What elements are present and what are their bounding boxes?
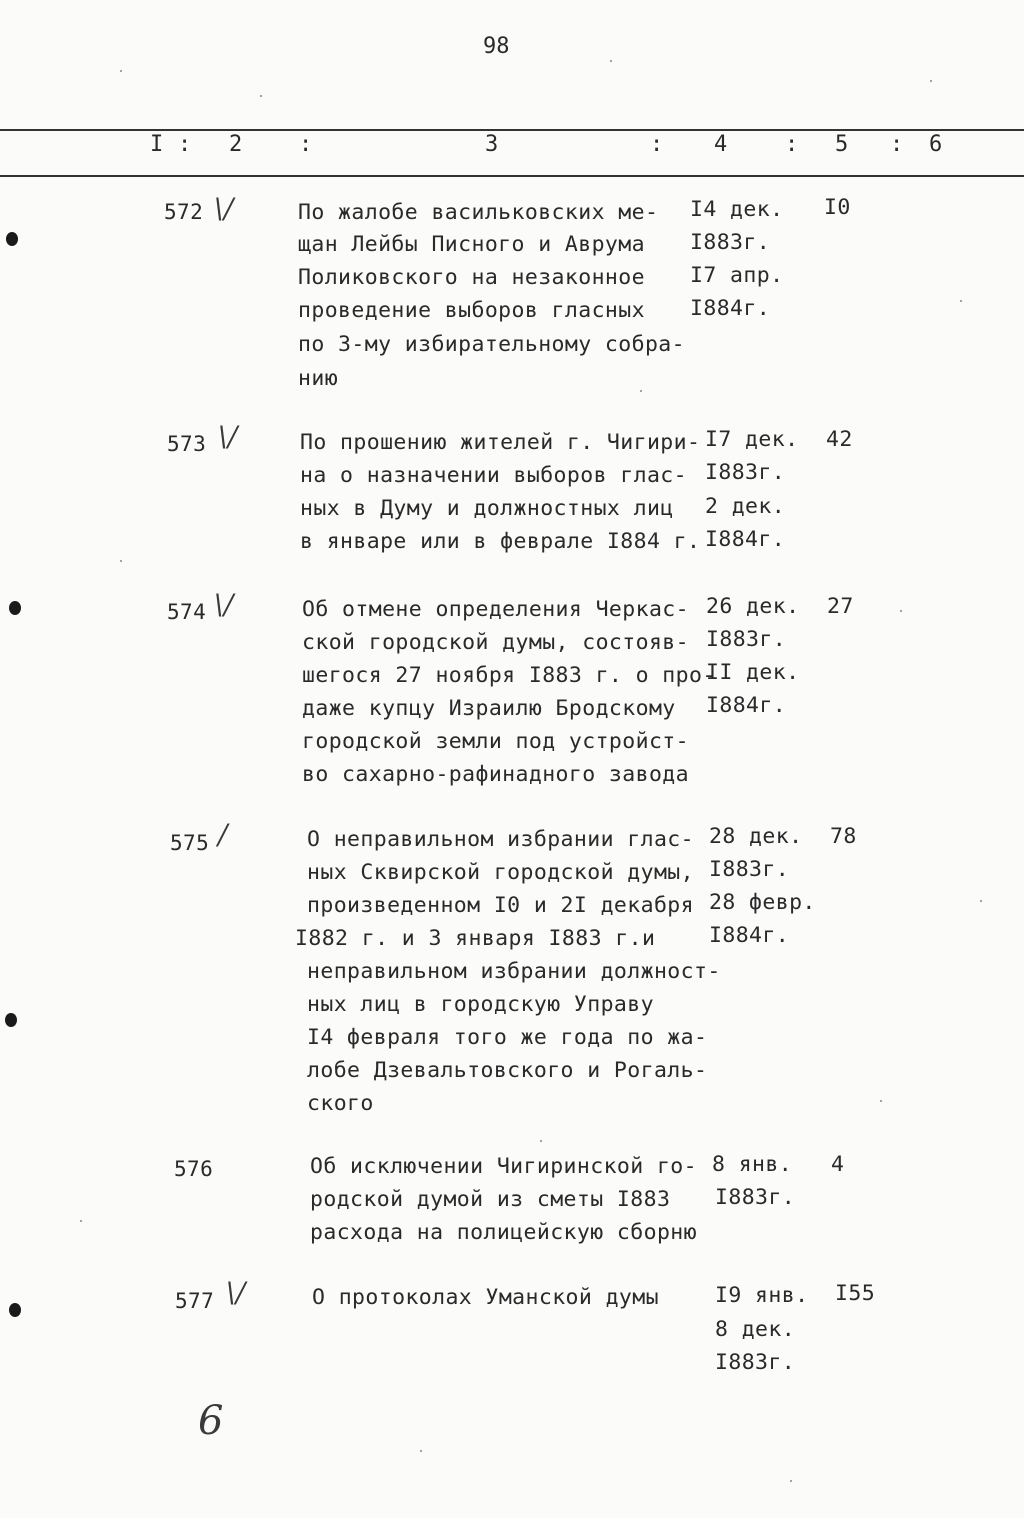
entry-number: 574 xyxy=(167,600,207,624)
check-mark: \/ xyxy=(214,192,234,225)
entry-title-line: По прошению жителей г. Чигири- xyxy=(300,430,701,455)
scan-speck xyxy=(790,1480,792,1482)
entry-title-line: ского xyxy=(307,1091,374,1116)
entry-title-line: неправильном избрании должност- xyxy=(307,959,721,984)
entry-date-line: 8 дек. xyxy=(715,1317,796,1342)
scan-speck xyxy=(880,1100,882,1102)
scan-speck xyxy=(930,80,932,82)
entry-sheets: 42 xyxy=(826,427,853,452)
entry-date-line: I7 дек. xyxy=(705,427,799,452)
entry-title-line: ных в Думу и должностных лиц xyxy=(300,496,674,521)
entry-sheets: 4 xyxy=(831,1152,845,1177)
col-header-sep: : xyxy=(650,132,664,157)
scan-speck xyxy=(420,1450,422,1452)
entry-date-line: I883г. xyxy=(715,1185,796,1210)
entry-title-line: даже купцу Израилю Бродскому xyxy=(302,696,676,721)
col-header-5: 5 xyxy=(835,132,849,157)
entry-number: 575 xyxy=(170,831,210,855)
entry-sheets: 78 xyxy=(830,824,857,849)
entry-date-line: I4 дек. xyxy=(690,197,784,222)
handwritten-number: 6 xyxy=(198,1398,224,1444)
entry-title-line: Поликовского на незаконное xyxy=(298,265,645,290)
entry-title-line: ных лиц в городскую Управу xyxy=(307,992,654,1017)
punch-hole xyxy=(9,1303,21,1317)
entry-date-line: I883г. xyxy=(709,857,790,882)
entry-number: 572 xyxy=(164,200,204,224)
entry-title-line: ской городской думы, состояв- xyxy=(302,630,689,655)
scan-speck xyxy=(120,70,122,72)
entry-title-line: родской думой из сметы I883 xyxy=(310,1187,671,1212)
entry-title-line: ных Сквирской городской думы, xyxy=(307,860,694,885)
entry-title-line: Об исключении Чигиринской го- xyxy=(310,1154,697,1179)
entry-title-line: в январе или в феврале I884 г. xyxy=(300,529,701,554)
entry-date-line: I884г. xyxy=(690,296,771,321)
page-number: 98 xyxy=(483,34,510,59)
scan-speck xyxy=(540,1140,542,1142)
entry-title-line: лобе Дзевальтовского и Рогаль- xyxy=(307,1058,708,1083)
entry-date-line: I884г. xyxy=(705,527,786,552)
col-header-3: 3 xyxy=(485,132,499,157)
check-mark: / xyxy=(218,818,228,851)
entry-title-line: щан Лейбы Писного и Аврума xyxy=(298,232,645,257)
entry-sheets: I55 xyxy=(835,1281,876,1306)
col-header-6: 6 xyxy=(929,132,943,157)
entry-title-line: О протоколах Уманской думы xyxy=(312,1285,659,1310)
punch-hole xyxy=(6,232,18,246)
entry-title-line: по 3-му избирательному собра- xyxy=(298,332,685,357)
check-mark: \/ xyxy=(214,588,234,621)
entry-title-line: I882 г. и 3 января I883 г.и xyxy=(295,926,656,951)
entry-number: 576 xyxy=(174,1157,214,1181)
entry-date-line: I7 апр. xyxy=(690,263,784,288)
entry-date-line: 28 дек. xyxy=(709,824,803,849)
entry-date-line: 26 дек. xyxy=(706,594,800,619)
entry-title-line: во сахарно-рафинадного завода xyxy=(302,762,689,787)
scan-speck xyxy=(260,95,262,97)
entry-date-line: I883г. xyxy=(706,627,787,652)
col-header-2: 2 xyxy=(229,132,243,157)
entry-title-line: О неправильном избрании глас- xyxy=(307,827,694,852)
entry-sheets: 27 xyxy=(827,594,854,619)
entry-title-line: шегося 27 ноября I883 г. о про- xyxy=(302,663,716,688)
col-header-sep: : xyxy=(299,132,313,157)
scan-speck xyxy=(120,560,122,562)
entry-date-line: I884г. xyxy=(706,693,787,718)
scan-speck xyxy=(980,900,982,902)
scan-speck xyxy=(900,610,902,612)
entry-date-line: 28 февр. xyxy=(709,890,816,915)
scan-speck xyxy=(80,1220,82,1222)
entry-title-line: произведенном I0 и 2I декабря xyxy=(307,893,694,918)
entry-date-line: I883г. xyxy=(690,230,771,255)
entry-title-line: Об отмене определения Черкас- xyxy=(302,597,689,622)
entry-number: 573 xyxy=(167,432,207,456)
check-mark: \/ xyxy=(218,420,238,453)
col-header-1: I xyxy=(150,132,164,157)
col-header-sep: : xyxy=(890,132,904,157)
entry-date-line: I883г. xyxy=(715,1350,796,1375)
punch-hole xyxy=(9,601,21,615)
entry-title-line: городской земли под устройст- xyxy=(302,729,689,754)
header-rule-bottom xyxy=(0,175,1024,177)
col-header-4: 4 xyxy=(714,132,728,157)
entry-sheets: I0 xyxy=(824,195,851,220)
entry-date-line: I884г. xyxy=(709,923,790,948)
entry-title-line: нию xyxy=(298,366,339,391)
entry-date-line: I9 янв. xyxy=(715,1283,809,1308)
scan-speck xyxy=(960,300,962,302)
entry-date-line: 8 янв. xyxy=(712,1152,793,1177)
col-header-sep: : xyxy=(785,132,799,157)
entry-title-line: на о назначении выборов глас- xyxy=(300,463,687,488)
check-mark: \/ xyxy=(226,1276,246,1309)
punch-hole xyxy=(5,1013,17,1027)
entry-date-line: 2 дек. xyxy=(705,494,786,519)
entry-date-line: II дек. xyxy=(706,660,800,685)
header-rule-top xyxy=(0,129,1024,131)
entry-number: 577 xyxy=(175,1289,215,1313)
col-header-sep: : xyxy=(178,132,192,157)
entry-title-line: расхода на полицейскую сборню xyxy=(310,1220,697,1245)
entry-title-line: проведение выборов гласных xyxy=(298,298,645,323)
entry-title-line: По жалобе васильковских ме- xyxy=(298,200,659,225)
entry-date-line: I883г. xyxy=(705,460,786,485)
scan-speck xyxy=(640,390,642,392)
entry-title-line: I4 февраля того же года по жа- xyxy=(307,1025,708,1050)
scan-speck xyxy=(610,60,612,62)
